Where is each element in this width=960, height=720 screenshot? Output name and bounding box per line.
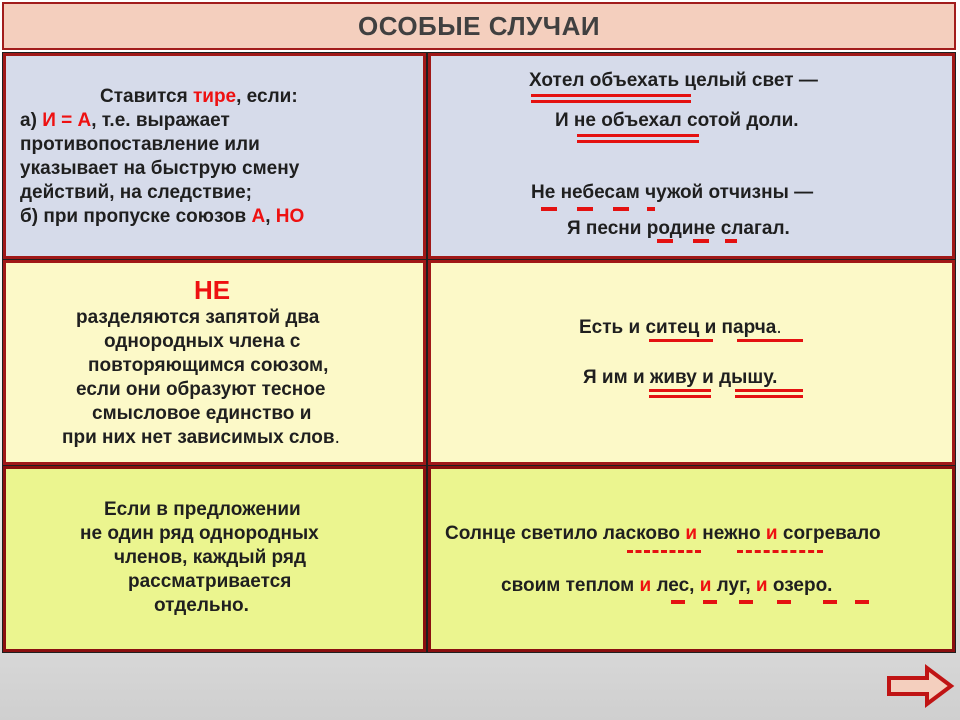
title-bar xyxy=(2,2,956,50)
rule-line: членов, каждый ряд xyxy=(114,547,307,568)
dash-underline xyxy=(777,600,791,604)
rule-line: Если в предложении xyxy=(104,499,301,520)
rule-line: повторяющимся союзом, xyxy=(88,355,329,376)
dash-underline xyxy=(657,239,673,243)
rule-line: отдельно. xyxy=(154,595,249,616)
dash-underline xyxy=(577,207,593,211)
dash-underline xyxy=(541,207,557,211)
rule-line: Ставится тире, если: xyxy=(100,86,298,107)
double-underline xyxy=(735,389,803,398)
rule-line: противопоставление или xyxy=(20,134,260,155)
rules-table xyxy=(2,52,956,653)
rule-line: при них нет зависимых слов. xyxy=(62,427,340,448)
example-line: Я им и живу и дышу. xyxy=(583,367,778,388)
rule-line: б) при пропуске союзов А, НО xyxy=(20,206,305,227)
example-separate-rows-cell xyxy=(428,466,955,652)
rule-line: разделяются запятой два xyxy=(76,307,320,328)
example-no-comma-cell xyxy=(428,260,955,465)
rule-line: не один ряд однородных xyxy=(80,523,319,544)
dash-underline xyxy=(739,600,753,604)
dash-underline xyxy=(725,239,737,243)
example-line: Не небесам чужой отчизны — xyxy=(531,182,814,203)
rule-line: рассматривается xyxy=(128,571,292,592)
example-line: Солнце светило ласково и нежно и согревало xyxy=(445,523,881,544)
rule-heading: НЕ xyxy=(194,275,231,305)
dash-underline xyxy=(703,600,717,604)
dash-underline xyxy=(671,600,685,604)
dash-underline xyxy=(823,600,837,604)
dash-underline xyxy=(647,207,655,211)
dash-dot-underline xyxy=(737,550,823,556)
example-line: своим теплом и лес, и луг, и озеро. xyxy=(501,575,833,596)
rule-separate-rows-cell xyxy=(3,466,426,652)
page-title: ОСОБЫЕ СЛУЧАИ xyxy=(357,10,601,41)
example-dash-cell xyxy=(428,53,955,259)
single-underline xyxy=(649,339,713,342)
dash-dot-underline xyxy=(627,550,701,556)
example-line: Хотел объехать целый свет — xyxy=(529,70,818,91)
example-line: Я песни родине слагал. xyxy=(567,218,790,239)
rule-line: а) И = А, т.е. выражает xyxy=(20,110,230,131)
double-underline xyxy=(649,389,711,398)
dash-underline xyxy=(693,239,709,243)
double-underline xyxy=(577,134,699,143)
dash-underline xyxy=(855,600,869,604)
rule-no-comma-cell xyxy=(3,260,426,465)
rule-line: если они образуют тесное xyxy=(76,379,326,400)
dash-underline xyxy=(613,207,629,211)
rule-line: указывает на быструю смену xyxy=(20,158,300,179)
rule-line: действий, на следствие; xyxy=(20,182,252,203)
arrow-right-icon[interactable] xyxy=(885,664,955,713)
rule-line: однородных члена с xyxy=(104,331,301,352)
example-line: И не объехал сотой доли. xyxy=(555,110,799,131)
example-line: Есть и ситец и парча. xyxy=(579,317,782,338)
double-underline xyxy=(531,94,691,103)
rule-dash-cell xyxy=(3,53,426,259)
rule-line: смысловое единство и xyxy=(92,403,312,424)
single-underline xyxy=(737,339,803,342)
